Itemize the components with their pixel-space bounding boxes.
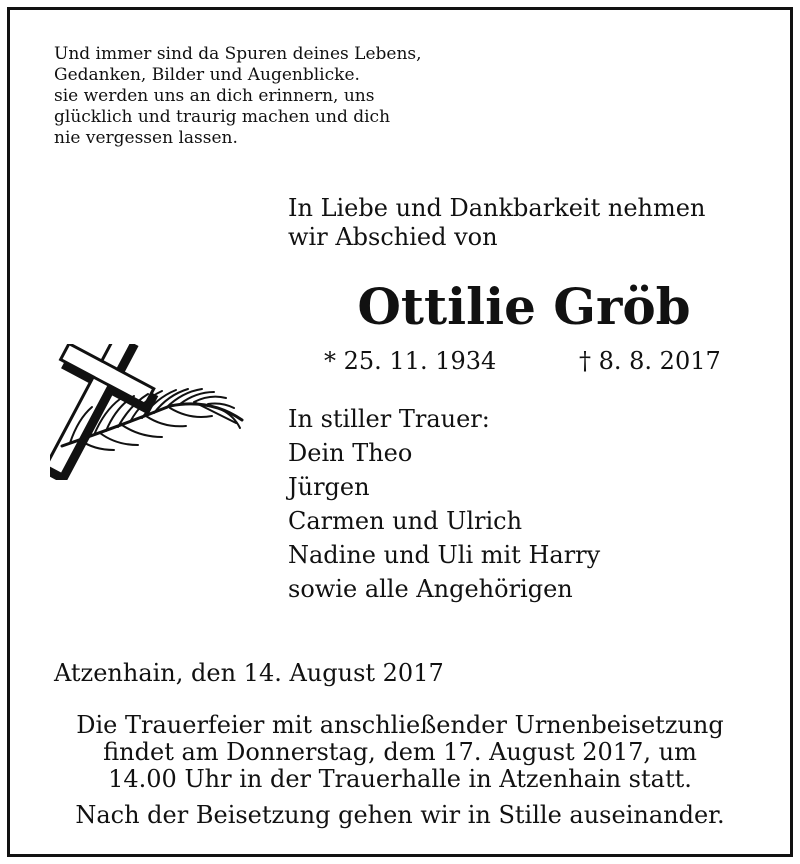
intro-line: wir Abschied von — [288, 223, 498, 251]
mourner-entry: Carmen und Ulrich — [288, 507, 523, 535]
memorial-poem — [54, 44, 422, 149]
place-and-date: Atzenhain, den 14. August 2017 — [54, 659, 444, 687]
service-line: 14.00 Uhr in der Trauerhalle in Atzenhain statt. — [108, 765, 692, 793]
mourner-entry: Dein Theo — [288, 439, 413, 467]
mourner-entry: sowie alle Angehörigen — [288, 575, 573, 603]
poem-line: Und immer sind da Spuren deines Lebens, — [54, 44, 422, 64]
poem-line: glücklich und traurig machen und dich — [54, 107, 391, 127]
deceased-name: Ottilie Gröb — [357, 277, 691, 336]
intro-line: In Liebe und Dankbarkeit nehmen — [288, 194, 706, 222]
birth-date: * 25. 11. 1934 — [324, 347, 497, 375]
obituary-notice — [7, 7, 793, 857]
farewell-intro — [288, 194, 705, 252]
poem-line: sie werden uns an dich erinnern, uns — [54, 86, 375, 106]
mourners-heading: In stiller Trauer: — [288, 405, 490, 433]
mourner-entry: Jürgen — [288, 473, 370, 501]
death-date: † 8. 8. 2017 — [579, 347, 721, 375]
cross-with-palm-frond-icon — [50, 344, 270, 480]
poem-line: nie vergessen lassen. — [54, 128, 238, 148]
closing-note: Nach der Beisetzung gehen wir in Stille auseinander. — [75, 801, 725, 829]
mourner-entry: Nadine und Uli mit Harry — [288, 541, 601, 569]
funeral-service-info — [30, 712, 770, 793]
service-line: findet am Donnerstag, dem 17. August 2017, um — [103, 738, 697, 766]
poem-line: Gedanken, Bilder und Augenblicke. — [54, 65, 360, 85]
service-line: Die Trauerfeier mit anschließender Urnenbeisetzung — [76, 711, 724, 739]
mourners-list — [288, 402, 600, 606]
